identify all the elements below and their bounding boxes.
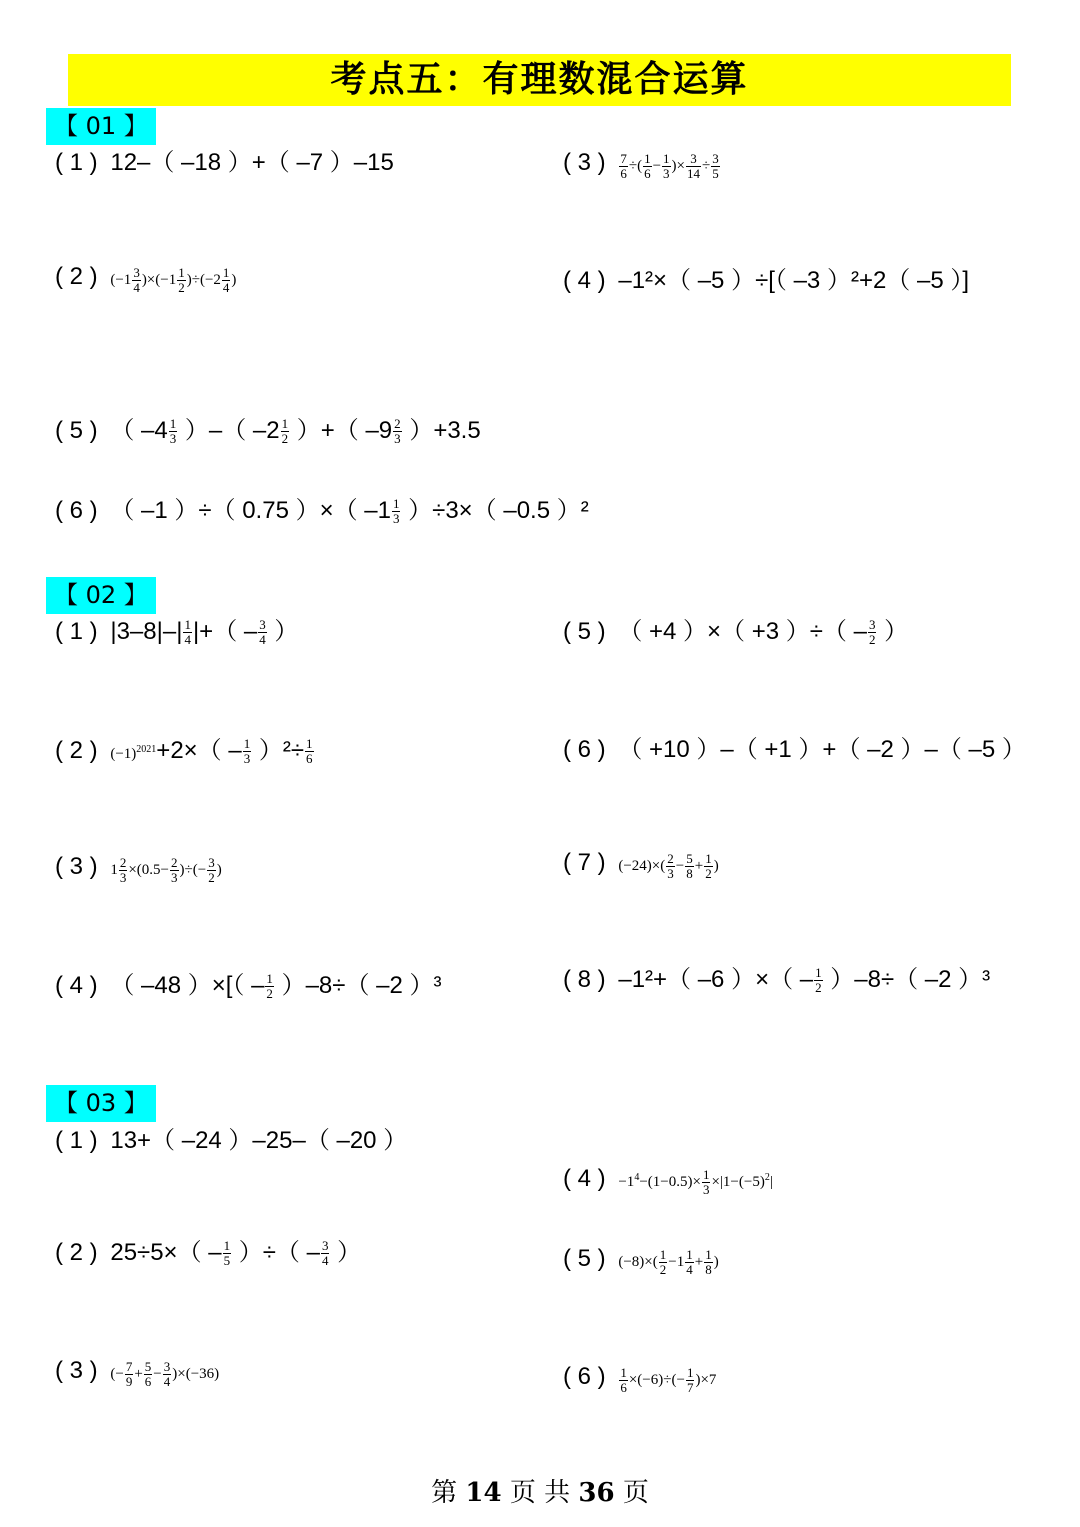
s2-problem-3 xyxy=(55,852,222,885)
footer-prefix: 第 xyxy=(431,1478,458,1508)
problem-label: ( 3 ) xyxy=(55,1357,98,1384)
problem-label: ( 6 ) xyxy=(563,1363,606,1390)
problem-label: ( 6 ) xyxy=(55,497,98,524)
problem-label: ( 5 ) xyxy=(563,618,606,645)
s3-problem-1 xyxy=(55,1126,407,1156)
s1-problem-5 xyxy=(55,416,481,446)
problem-label: ( 2 ) xyxy=(55,737,98,764)
problem-expression: （ +4 ）×（ +3 ）÷（ – $\frac{3}{2}$ ） xyxy=(618,617,909,648)
problem-label: ( 4 ) xyxy=(563,1165,606,1192)
problem-expression: （ –4 $\frac{1}{3}$ ）–（ –2 $\frac{1}{2}$ ）+（ –9 $\frac{2}{3}$ ）+3.5 xyxy=(110,416,481,447)
s3-problem-6 xyxy=(563,1362,716,1395)
s2-problem-4 xyxy=(55,971,441,1001)
s2-problem-7 xyxy=(563,848,719,881)
problem-expression: |3–8|–| $\frac{1}{4}$ |+（ – $\frac{3}{4}$ ） xyxy=(110,617,299,648)
problem-label: ( 1 ) xyxy=(55,1127,98,1154)
s1-problem-6 xyxy=(55,496,589,526)
s1-problem-1 xyxy=(55,148,394,178)
problem-expression: $\frac{1}{6}$ ×(−6)÷(− $\frac{1}{7}$ )×7 xyxy=(620,1365,717,1396)
s2-problem-1 xyxy=(55,617,298,647)
s1-problem-3 xyxy=(563,148,721,181)
problem-label: ( 6 ) xyxy=(563,736,606,763)
problem-label: ( 2 ) xyxy=(55,263,98,290)
footer-mid: 页 共 xyxy=(509,1478,571,1508)
problem-expression: –1²×（ –5 ）÷[（ –3 ）²+2（ –5 ）] xyxy=(618,267,970,294)
s2-problem-6 xyxy=(563,735,1026,765)
problem-label: ( 2 ) xyxy=(55,1239,98,1266)
problem-label: ( 7 ) xyxy=(563,849,606,876)
problem-label: ( 1 ) xyxy=(55,149,98,176)
s2-problem-8 xyxy=(563,965,990,995)
problem-label: ( 5 ) xyxy=(563,1245,606,1272)
problem-expression: 12–（ –18 ）+（ –7 ）–15 xyxy=(110,149,394,176)
problem-expression: (−24)×( $\frac{2}{3}$ − $\frac{5}{8}$ + $\frac{1}{2}$ ) xyxy=(618,851,719,882)
s1-problem-4 xyxy=(563,266,969,296)
page-title: 考点五：有理数混合运算 xyxy=(68,54,1011,106)
problem-expression: (− $\frac{7}{9}$ + $\frac{5}{6}$ − $\frac{3}{4}$ )×(−36) xyxy=(110,1359,220,1390)
section-01-label: 【 01 】 xyxy=(46,108,156,145)
problem-label: ( 3 ) xyxy=(55,853,98,880)
s2-problem-2 xyxy=(55,735,315,769)
problem-label: ( 4 ) xyxy=(563,267,606,294)
problem-expression: （ –48 ）×[（ – $\frac{1}{2}$ ）–8÷（ –2 ）³ xyxy=(110,971,442,1002)
problem-label: ( 3 ) xyxy=(563,149,606,176)
problem-expression: $-1^4-(1-0.5)\times$ $\frac{1}{3}$ $\times|1-(-5)^2|$ xyxy=(618,1167,773,1198)
problem-expression: 25÷5×（ – $\frac{1}{5}$ ）÷（ – $\frac{3}{4}$ ） xyxy=(110,1238,362,1269)
problem-expression: （ –1 ）÷（ 0.75 ）×（ –1 $\frac{1}{3}$ ）÷3×（ –0.5 ）² xyxy=(110,496,589,527)
total-pages: 36 xyxy=(578,1478,615,1508)
section-03-label: 【 03 】 xyxy=(46,1085,156,1122)
problem-expression: （ +10 ）–（ +1 ）+（ –2 ）–（ –5 ） xyxy=(618,736,1026,763)
section-02-label: 【 02 】 xyxy=(46,577,156,614)
problem-expression: (−8)×( $\frac{1}{2}$ −1 $\frac{1}{4}$ + $\frac{1}{8}$ ) xyxy=(618,1247,719,1278)
problem-expression: –1²+（ –6 ）×（ – $\frac{1}{2}$ ）–8÷（ –2 ）³ xyxy=(618,965,991,996)
s3-problem-3 xyxy=(55,1356,219,1389)
problem-label: ( 8 ) xyxy=(563,966,606,993)
s2-problem-5 xyxy=(563,617,908,647)
page-footer xyxy=(0,1472,1080,1509)
s3-problem-4 xyxy=(563,1163,773,1197)
problem-label: ( 5 ) xyxy=(55,417,98,444)
s1-problem-2 xyxy=(55,262,236,295)
problem-label: ( 4 ) xyxy=(55,972,98,999)
problem-label: ( 1 ) xyxy=(55,618,98,645)
s3-problem-5 xyxy=(563,1244,719,1277)
s3-problem-2 xyxy=(55,1238,361,1268)
problem-expression: 13+（ –24 ）–25–（ –20 ） xyxy=(110,1127,408,1154)
footer-suffix: 页 xyxy=(622,1478,649,1508)
problem-expression: $\frac{7}{6}$ ÷( $\frac{1}{6}$ − $\frac{1}{3}$ )× $\frac{3}{14}$ ÷ $\frac{3}{5}$ xyxy=(620,151,719,182)
problem-expression: (−1 $\frac{3}{4}$ )×(−1 $\frac{1}{2}$ )÷(−2 $\frac{1}{4}$ ) xyxy=(110,265,237,296)
current-page: 14 xyxy=(465,1478,502,1508)
problem-expression: 1 $\frac{2}{3}$ ×(0.5− $\frac{2}{3}$ )÷(− $\frac{3}{2}$ ) xyxy=(110,855,222,886)
problem-expression: $(-1)^{2021}+2\times$（ – $\frac{1}{3}$ ）²÷ $\frac{1}{6}$ xyxy=(110,736,313,767)
